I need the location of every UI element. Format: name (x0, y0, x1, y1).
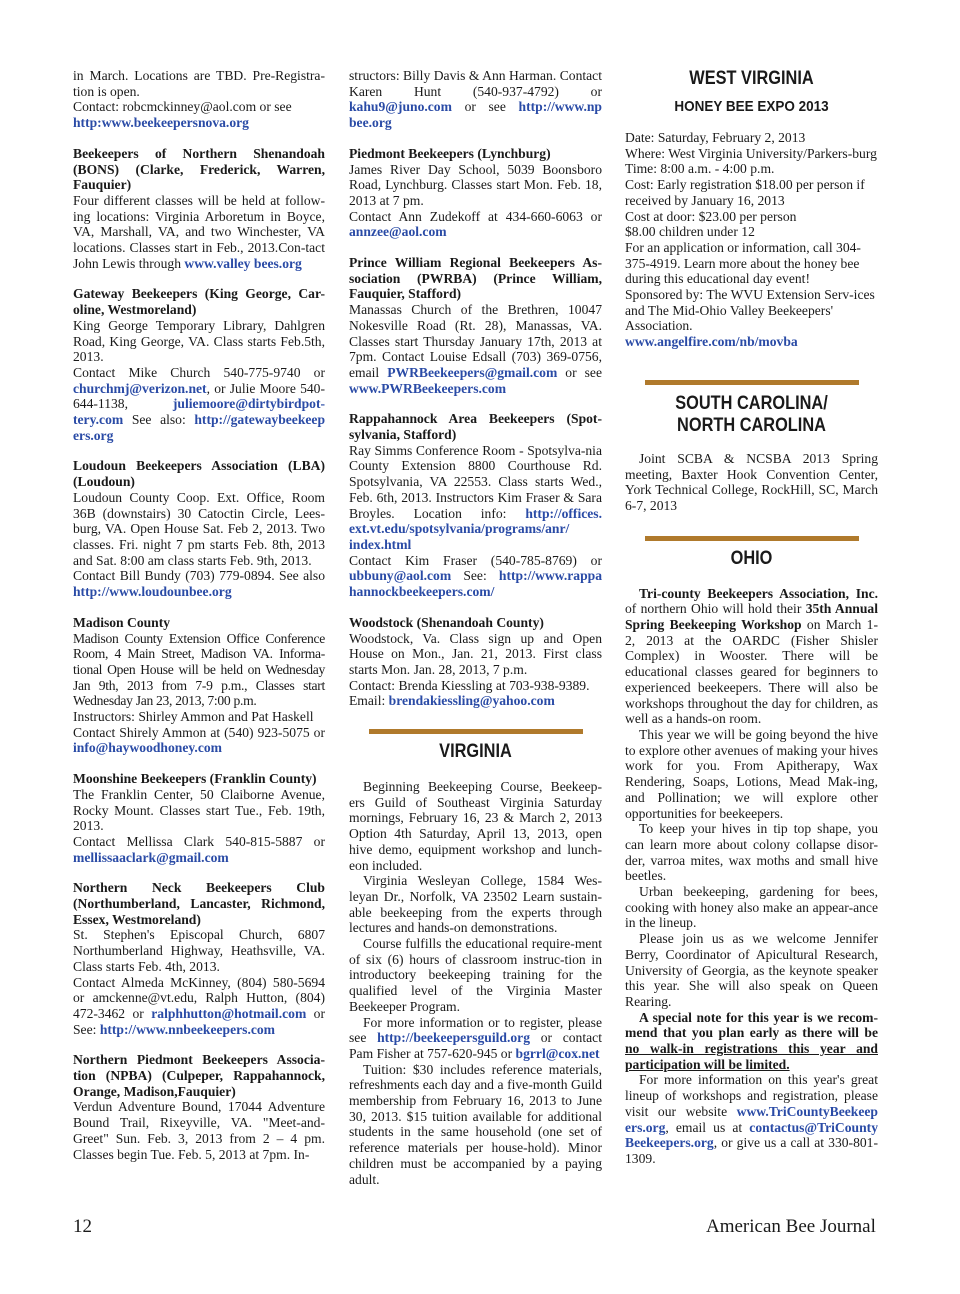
text: or see (565, 364, 602, 380)
entry-woodstock (349, 615, 602, 709)
contact-text: Contact Karen Hunt (540-937-4792) or (349, 68, 602, 99)
text: tion is open. (73, 83, 140, 99)
entry-body: St. Stephen's Episcopal Church, 6807 Northumberland Highway, Heathsville, VA. Class starts Feb. 4th, 2013. (73, 927, 325, 974)
event-name: 35th Annual Spring Beekeeping Workshop (625, 601, 879, 633)
paragraph: Tuition: $30 includes reference materials, refreshments each day and a five-month Guild membership from February 16, 2013 to June 30, 2013. $15 tuition available for additional students in the same household (one set of reference materials per house-hold). Minor children must be accompanied by a paying adult. (349, 1061, 602, 1187)
entry-heading: Northern Piedmont Beekeepers Associa-tion (NPBA) (Culpeper, Rappahannock, Orange, Madison,Fauquier) (73, 1052, 325, 1099)
section-rule (645, 536, 859, 541)
paragraph: Urban beekeeping, gardening for bees, cooking with honey also make an appear-ance in the lineup. (625, 884, 878, 931)
entry-body: Madison County Extension Office Conference Room, 4 Main Street, Madison VA. Informa-tional Open House will be held on Wednesday Jan 9th, 2013 from 7-9 p.m., Classes start Wednesday Jan 23, 2013, 7:00 p.m. (73, 630, 325, 709)
entry-body: Loudoun County Coop. Ext. Office, Room 36B (downstairs) 30 Catoctin Circle, Lees-burg, VA. Open House Sat. Feb 2, 2013. Two classes. Fri. night 7 pm starts Feb. 8th, 2013 and Sat. 8:00 am class starts Feb. 9th, 2013. (73, 489, 325, 568)
email-link[interactable]: juliemoore@dirtybirdpot-tery.com (73, 396, 325, 428)
text: in March. Locations are TBD. Pre-Registra- (73, 68, 325, 83)
section-rule (369, 729, 583, 734)
email-link[interactable]: contactus@TriCounty Beekeepers.org (625, 1119, 878, 1151)
entry-gateway (73, 286, 325, 443)
event-date: Date: Saturday, February 2, 2013 (625, 130, 806, 145)
contact-text: See also: (131, 412, 186, 428)
org-name: Tri-county Beekeepers Association, Inc. (639, 585, 878, 601)
entry-heading: Prince William Regional Beekeepers As-sociation (PWRBA) (Prince William, Fauquier, Stafford) (349, 255, 602, 302)
website-link[interactable]: www.valley bees.org (184, 255, 302, 271)
entry-heading: Moonshine Beekeepers (Franklin County) (73, 771, 317, 787)
entry-heading: Rappahannock Area Beekeepers (Spot-sylvania, Stafford) (349, 411, 602, 443)
virginia-section (349, 729, 602, 1187)
section-title: SOUTH CAROLINA/ (675, 392, 828, 414)
entry-npba-continued (349, 68, 602, 131)
entry-npba (73, 1052, 325, 1162)
event-cost-door: Cost at door: $23.00 per person (625, 208, 797, 224)
email-link[interactable]: annzee@aol.com (349, 224, 447, 240)
paragraph: on March 1-2, 2013 at the OARDC (Fisher Shisler Complex) in Wooster. There will be educational classes geared for beginners to experienced beekeepers. There will also be workshops throughout the day for children, as well as a hands-on room. (625, 617, 878, 727)
contact-text: or See: (73, 1005, 325, 1037)
entry-heading: Loudoun Beekeepers Association (LBA) (Loudoun) (73, 458, 325, 490)
website-link[interactable]: http:www.beekeepersnova.org (73, 115, 249, 131)
email-link[interactable]: mellissaaclark@gmail.com (73, 849, 229, 865)
publication-name: American Bee Journal (706, 1216, 876, 1237)
website-link[interactable]: http://www.loudounbee.org (73, 584, 232, 600)
column-3 (625, 68, 878, 1167)
email-link[interactable]: kahu9@juno.com (349, 99, 452, 115)
email-link[interactable]: churchmj@verizon.net (73, 380, 207, 396)
paragraph: Beginning Beekeeping Course, Beekeep-ers Guild of Southeast Virginia Saturday mornings, February 16, 23 & March 2, 2013 Option 4th Saturday, April 13, 2013, open hive demo, equipment workshop and lunch-eon included. (349, 779, 602, 873)
email-link[interactable]: brendakiessling@yahoo.com (388, 693, 555, 709)
section-title: VIRGINIA (439, 741, 512, 763)
section-title: WEST VIRGINIA (689, 68, 814, 89)
column-1 (73, 68, 325, 1177)
entry-body: Ray Simms Conference Room - Spotsylva-nia County Extension 8800 Courthouse Rd. Spotsylvania, VA 22553. Class starts Wed., Feb. 6th, 2013. Instructors Kim Fraser & Sara Broyles. Location info: (349, 442, 602, 521)
contact-text: Contact Almeda McKinney, (804) 580-5694 or amckenne@vt.edu, Ralph Hutton, (804) 472-3462 or (73, 974, 325, 1021)
event-time: Time: 8:00 a.m. - 4:00 p.m. (625, 161, 775, 177)
paragraph: This year we will be going beyond the hive to explore other avenues of making your hives work for you. From Apitherapy, Wax Rendering, Soaps, Lotions, Mead Mak-ing, and Pollination; we will explore other opportunities for beekeepers. (625, 726, 878, 821)
paragraph: , or give us a call at 330-801-1309. (625, 1135, 878, 1166)
contact-text: Contact Bill Bundy (703) 779-0894. See also (73, 568, 325, 584)
section-title: OHIO (730, 547, 773, 569)
website-link[interactable]: http://www.np bee.org (349, 99, 602, 131)
paragraph: Virginia Wesleyan College, 1584 Wes-leyan Dr., Norfolk, VA 23502 Learn sustain-able beekeeping from the experts through lectures and hands-on demonstrations. (349, 873, 602, 936)
entry-body: Verdun Adventure Bound, 17044 Adventure Bound Trail, Rixeyville, VA. "Meet-and-Greet" Sun. Feb. 3, 2013 from 2 – 4 pm. Classes begin Tue. Feb. 5, 2013 at 7pm. In- (73, 1099, 325, 1162)
entry-heading: Madison County (73, 614, 171, 630)
contact-text: Contact Kim Fraser (540-785-8769) or (349, 552, 602, 568)
paragraph: , email us at (665, 1119, 743, 1135)
paragraph: Joint SCBA & NCSBA 2013 Spring meeting, Baxter Hook Convention Center, York Technical College, RockHill, SC, March 6-7, 2013 (625, 450, 878, 513)
entry-body: The Franklin Center, 50 Claiborne Avenue, Rocky Mount. Classes start Tue., Feb. 19th, 2013. (73, 786, 325, 834)
entry-moonshine (73, 771, 325, 865)
text: or see (464, 99, 506, 115)
paragraph: For more information or to register, please see (349, 1014, 602, 1046)
paragraph: or contact Pam Fisher at 757-620-945 or (349, 1030, 602, 1061)
special-note-underlined: no walk-in registrations this year and participation will be limited. (625, 1041, 878, 1072)
website-link[interactable]: http://www.rappa hannockbeekeepers.com/ (349, 568, 602, 600)
text: Contact: robcmckinney@aol.com or see (73, 99, 292, 115)
event-sponsor: Sponsored by: The WVU Extension Serv-ices and The Mid-Ohio Valley Beekeepers' Association. (625, 287, 875, 334)
paragraph: To keep your hives in tip top shape, you can learn more about colony collapse disor-der, varroa mites, wax moths and small hive beetles. (625, 821, 878, 884)
entry-body: King George Temporary Library, Dahlgren Road, King George, VA. Class starts Feb.5th, 2013. (73, 317, 325, 365)
instructors-text: Instructors: Shirley Ammon and Pat Haskell (73, 709, 314, 725)
entry-heading: Piedmont Beekeepers (Lynchburg) (349, 145, 551, 161)
website-link[interactable]: http://beekeepersguild.org (377, 1030, 530, 1046)
entry-pwrba (349, 255, 602, 396)
entry-body: Manassas Church of the Brethren, 10047 Nokesville Road (Rt. 28), Manassas, VA. Classes start Thursday January 17th, 2013 at 7pm. Contact Louise Edsall (703) 369-0756, email (349, 302, 602, 380)
entry-piedmont (349, 146, 602, 240)
entry-bons (73, 146, 325, 272)
website-link[interactable]: www.angelfire.com/nb/movba (625, 334, 798, 350)
text: See: (463, 568, 487, 584)
paragraph: Course fulfills the educational require-ment of six (6) hours of classroom instruc-tion in introductory beekeeping training for the qualified level of the Virginia Master Beekeeper Program. (349, 936, 602, 1014)
section-rule (645, 380, 859, 385)
special-note: A special note for this year is we recom-mend that you plan early as there will be (625, 1009, 878, 1041)
contact-text: , or Julie Moore 540-644-1138, (73, 380, 325, 412)
entry-heading: Woodstock (Shenandoah County) (349, 614, 544, 630)
paragraph: Please join us as we welcome Jennifer Berry, Coordinator of Apicultural Research, University of Georgia, as the keynote speaker this year. She will also speak on Queen Rearing. (625, 931, 878, 1009)
carolina-section (625, 380, 878, 514)
contact-text: Contact: Brenda Kiessling at 703-938-9389. (349, 677, 590, 693)
paragraph: For more information on this year's great lineup of workshops and registration, please visit our website (625, 1072, 878, 1119)
ohio-section (625, 536, 878, 1167)
text: structors: Billy Davis & Ann Harman. (349, 68, 557, 83)
west-virginia-section (625, 68, 878, 350)
website-link[interactable]: http://www.nnbeekeepers.com (99, 1021, 276, 1037)
entry-rappahannock (349, 411, 602, 599)
email-link[interactable]: ralphhutton@hotmail.com (151, 1005, 307, 1021)
contact-text: Contact Ann Zudekoff at 434-660-6063 or (349, 208, 602, 224)
event-location: Where: West Virginia University/Parkers-burg (625, 145, 877, 161)
entry-body: Four different classes will be held at follow-ing locations: Virginia Arboretum in Boyce, VA, Marshall, VA, and two Winchester, VA locations. Classes start in Feb., 2013.Con-tact John Lewis through (73, 192, 325, 271)
paragraph: of northern Ohio will hold their (625, 601, 802, 617)
email-link[interactable]: ubbuny@aol.com (349, 568, 452, 584)
event-info: For an application or information, call 304-375-4919. Learn more about the honey bee during this educational day event! (625, 239, 861, 287)
contact-text: Contact Mellissa Clark 540-815-5887 or (73, 833, 325, 849)
website-link[interactable]: http://offices. ext.vt.edu/spotsylvania/programs/anr/ index.html (349, 505, 602, 552)
section-title: NORTH CAROLINA (677, 414, 826, 436)
email-link[interactable]: bgrrl@cox.net (515, 1045, 600, 1061)
page-number: 12 (73, 1216, 92, 1237)
entry-intro (73, 68, 325, 131)
website-link[interactable]: www.PWRBeekeepers.com (349, 380, 507, 396)
entry-body: Woodstock, Va. Class sign up and Open House on Mon., Jan. 21, 2013. First class starts Mon. Jan. 28, 2013, 7 p.m. (349, 630, 602, 677)
entry-northern-neck (73, 880, 325, 1037)
event-cost: Cost: Early registration $18.00 per person if received by January 16, 2013 (625, 177, 865, 208)
entry-heading: Gateway Beekeepers (King George, Car-oline, Westmoreland) (73, 286, 325, 318)
email-link[interactable]: PWRBeekeepers@gmail.com (387, 364, 558, 380)
event-cost-children: $8.00 children under 12 (625, 224, 755, 240)
column-2 (349, 68, 602, 1187)
entry-heading: Northern Neck Beekeepers Club (Northumberland, Lancaster, Richmond, Essex, Westmoreland) (73, 880, 325, 927)
email-link[interactable]: info@haywoodhoney.com (73, 740, 222, 756)
entry-loudoun (73, 458, 325, 599)
contact-text: Contact Mike Church 540-775-9740 or (73, 364, 325, 380)
contact-text: Contact Shirely Ammon at (540) 923-5075 or (73, 724, 325, 740)
entry-body: James River Day School, 5039 Boonsboro Road, Lynchburg. Classes start Mon. Feb. 18, 2013 at 7 pm. (349, 161, 602, 208)
entry-heading: Beekeepers of Northern Shenandoah (BONS) (Clarke, Frederick, Warren, Fauquier) (73, 145, 325, 193)
website-link[interactable]: www.TriCountyBeekeep ers.org (625, 1103, 878, 1135)
entry-madison (73, 615, 325, 756)
contact-text: Email: (349, 693, 386, 709)
website-link[interactable]: http://gatewaybeekeep ers.org (73, 412, 326, 443)
section-subtitle: HONEY BEE EXPO 2013 (674, 98, 829, 115)
